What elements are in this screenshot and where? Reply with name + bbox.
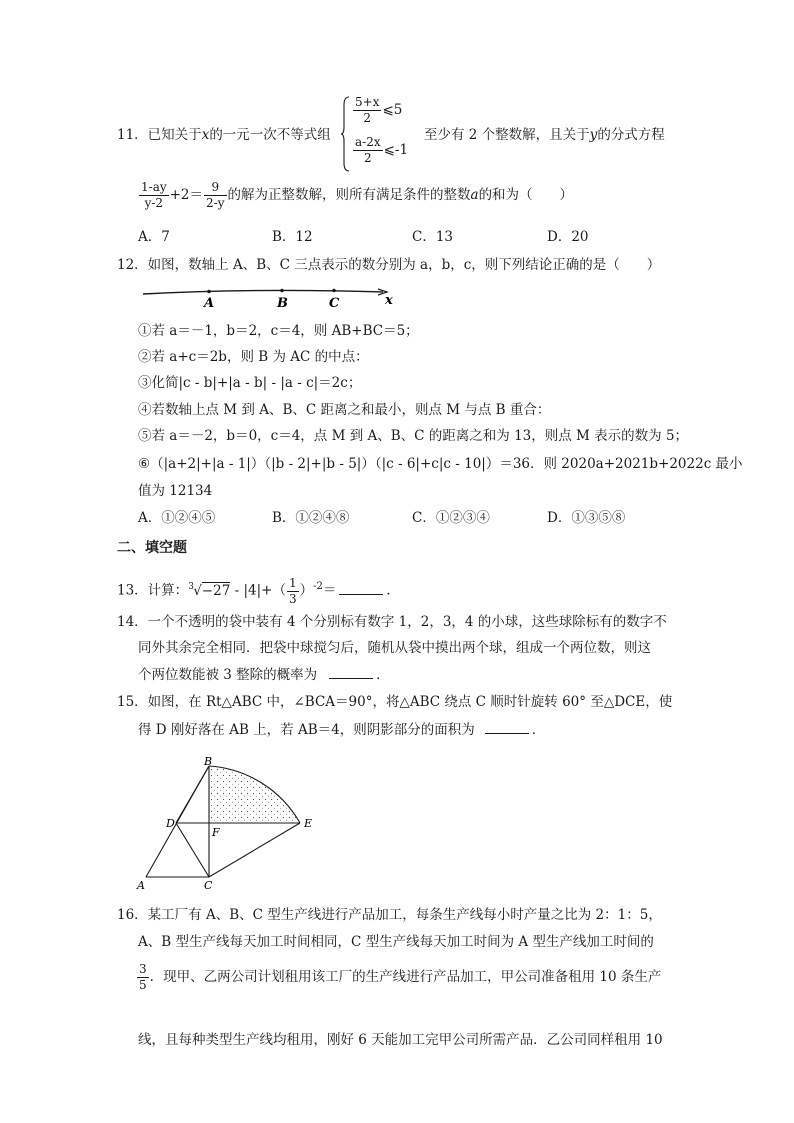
label-x: x bbox=[385, 293, 393, 308]
q11-eq-frac1: $\frac{1-ay}{y-2}$ bbox=[141, 180, 167, 210]
q13-fraction: $\frac{1}{3}$ bbox=[288, 575, 297, 606]
q13-cube-root: 3 √−27 bbox=[188, 581, 231, 599]
q16-line4: 线，且每种类型生产线均租用，刚好 6 天能加工完甲公司所需产品．乙公司同样租用 10 bbox=[138, 1032, 663, 1048]
q11-option-b: B．12 bbox=[272, 229, 313, 245]
q11-ineq2-rel: ⩽-1 bbox=[383, 142, 409, 158]
q11-eq-frac2: $\frac{9}{2-y}$ bbox=[206, 180, 225, 210]
q14-line3: 个两位数能被 3 整除的概率为 ． bbox=[138, 664, 390, 685]
q16-fraction: $\frac{3}{5}$ bbox=[139, 962, 147, 992]
label-f: F bbox=[212, 826, 220, 839]
q13-prefix: 13．计算： bbox=[117, 582, 189, 599]
q13-line bbox=[117, 570, 400, 608]
point-b bbox=[280, 289, 284, 293]
q11-text-b: 的一元一次不等式组 bbox=[209, 127, 331, 143]
q11-eq-mid: +2＝ bbox=[169, 187, 204, 203]
q11-line1 bbox=[117, 125, 331, 145]
label-b: B bbox=[204, 756, 213, 768]
label-a: A bbox=[204, 296, 215, 311]
q12-stem: 12．如图，数轴上 A、B、C 三点表示的数分别为 a，b，c，则下列结论正确的是（ ） bbox=[117, 257, 661, 273]
q12-item-4: ④若数轴上点 M 到 A、B、C 距离之和最小，则点 M 与点 B 重合： bbox=[138, 402, 551, 418]
q12-item-1: ①若 a＝－1，b＝2，c＝4，则 AB+BC＝5； bbox=[138, 323, 419, 339]
q11-option-d: D．20 bbox=[547, 229, 589, 245]
q13-period: ． bbox=[386, 582, 400, 599]
number-line-figure bbox=[138, 280, 408, 314]
q16-line3: $\frac{3}{5}$ ．现甲、乙两公司计划租用该工厂的生产线进行产品加工，甲公司准备租用 10 条生产 bbox=[139, 962, 662, 992]
q16-line1: 16．某工厂有 A、B、C 型生产线进行产品加工，每条生产线每小时产量之比为 2：1：5， bbox=[117, 907, 662, 923]
point-c bbox=[332, 289, 336, 293]
q12-option-d: D．①③⑤⑧ bbox=[547, 510, 626, 526]
q13-answer-blank[interactable] bbox=[339, 580, 383, 595]
q15-line2: 得 D 刚好落在 AB 上，若 AB＝4，则阴影部分的面积为 ． bbox=[138, 719, 545, 740]
q15-line1: 15．如图，在 Rt△ABC 中，∠BCA＝90°，将△ABC 绕点 C 顺时针旋转 60° 至△DCE，使 bbox=[117, 694, 673, 710]
section-title-fill-in: 二、填空题 bbox=[117, 540, 187, 556]
q12-item-3: ③化简|c - b|+|a - b| - |a - c|＝2c； bbox=[138, 375, 362, 391]
q13-exponent: -2 bbox=[313, 581, 323, 592]
q11-option-a: A．7 bbox=[138, 229, 170, 245]
label-b: B bbox=[277, 296, 288, 311]
q12-item-6-cont: 值为 12134 bbox=[138, 483, 213, 499]
q12-item-5: ⑤若 a＝－2，b＝0，c＝4，点 M 到 A、B、C 的距离之和为 13，则点 M 表示的数为 5； bbox=[138, 428, 689, 444]
q11-text-e: 的解为正整数解，则所有满足条件的整数 bbox=[227, 187, 471, 203]
q12-item-2: ②若 a+c＝2b，则 B 为 AC 的中点： bbox=[138, 349, 369, 365]
q11-line2 bbox=[138, 178, 573, 212]
q16-line2: A、B 型生产线每天加工时间相同，C 型生产线每天加工时间为 A 型生产线加工时间的 bbox=[138, 934, 654, 950]
q11-option-c: C．13 bbox=[412, 229, 454, 245]
q14-answer-blank[interactable] bbox=[329, 664, 373, 679]
q11-ineq1-rel: ⩽5 bbox=[382, 102, 403, 118]
q15-answer-blank[interactable] bbox=[485, 719, 529, 734]
shaded-region bbox=[209, 766, 300, 823]
q11-var-y: y bbox=[589, 127, 598, 143]
q14-line1: 14．一个不透明的袋中装有 4 个分别标有数字 1，2，3，4 的小球，这些球除标有的数字不 bbox=[117, 614, 667, 630]
q12-option-b: B．①②④⑧ bbox=[272, 510, 350, 526]
q11-ineq2-frac: $\frac{a-2x}{2}$ bbox=[355, 135, 381, 165]
q12-option-c: C．①②③④ bbox=[412, 510, 490, 526]
q11-ineq1-frac: $\frac{5+x}{2}$ bbox=[355, 95, 380, 125]
q11-text-a: 11．已知关于 bbox=[117, 127, 202, 143]
q12-option-a: A．①②④⑤ bbox=[138, 510, 216, 526]
q14-line2: 同外其余完全相同．把袋中球搅匀后，随机从袋中摸出两个球，组成一个两位数，则这 bbox=[138, 640, 651, 656]
q11-inequality-system bbox=[340, 95, 420, 173]
label-a: A bbox=[137, 879, 145, 892]
q11-text-c: 至少有 2 个整数解，且关于 bbox=[424, 127, 590, 143]
triangle-rotation-figure bbox=[132, 756, 332, 896]
point-a bbox=[207, 290, 211, 294]
label-d: D bbox=[166, 817, 175, 830]
q11-line1-cont bbox=[424, 125, 665, 145]
label-c: C bbox=[204, 879, 213, 892]
q13-equals: ＝ bbox=[322, 582, 337, 599]
q11-text-f: 的和为（ ） bbox=[478, 187, 574, 203]
number-line-axis bbox=[143, 290, 383, 294]
brace-icon bbox=[340, 95, 350, 173]
q13-close-paren: ） bbox=[299, 582, 314, 599]
q11-var-x: x bbox=[201, 127, 210, 143]
q13-middle: - |4|+（ bbox=[230, 582, 286, 599]
q12-item-6: ⑥（|a+2|+|a - 1|）（|b - 2|+|b - 5|）（|c - 6|+c|c - 10|）＝36．则 2020a+2021b+2022c 最小 bbox=[138, 456, 743, 472]
label-c: C bbox=[329, 296, 340, 311]
q11-text-d: 的分式方程 bbox=[597, 127, 665, 143]
q11-var-a: a bbox=[470, 187, 479, 203]
label-e: E bbox=[304, 817, 313, 830]
